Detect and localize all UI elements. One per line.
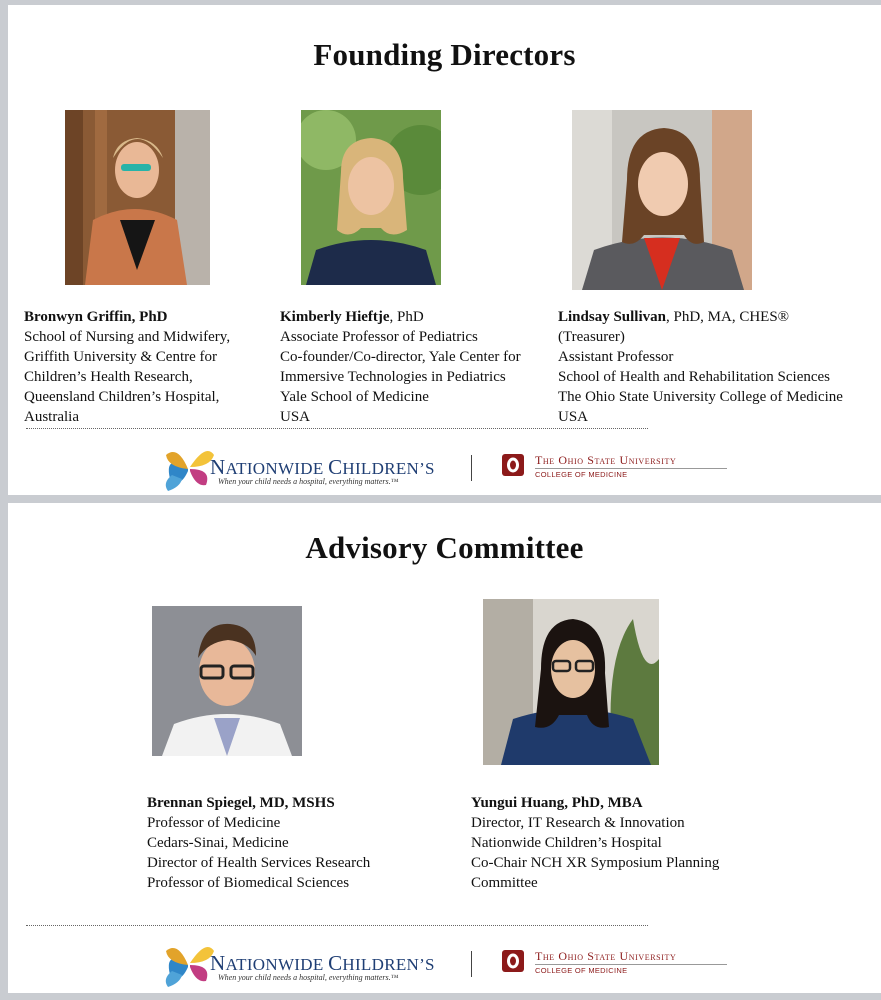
bio-line: Assistant Professor [558, 349, 674, 365]
osu-college: COLLEGE OF MEDICINE [535, 966, 628, 975]
ohio-state-logo [501, 945, 741, 985]
bio-line: School of Nursing and Midwifery, [24, 329, 231, 345]
slide-advisory-committee [8, 503, 881, 993]
bio-line: Griffith University & Centre for [24, 349, 218, 365]
logo-separator [471, 951, 472, 977]
butterfly-icon [158, 439, 218, 493]
osu-rule [535, 468, 727, 469]
ohio-state-logo [501, 449, 741, 489]
bio-line: Associate Professor of Pediatrics [280, 329, 478, 345]
bio-line: Director of Health Services Research [147, 855, 371, 871]
bio-line: Queensland Children’s Hospital, [24, 389, 220, 405]
bio-line: USA [280, 409, 311, 425]
bio-line: Professor of Medicine [147, 815, 281, 831]
bio-line: Professor of Biomedical Sciences [147, 875, 350, 891]
nationwide-childrens-logo [158, 439, 458, 493]
osu-wordmark: The Ohio State University [535, 453, 677, 467]
block-o-icon [501, 949, 525, 973]
bio-line: Cedars-Sinai, Medicine [147, 835, 289, 851]
person-bio [558, 307, 843, 427]
nch-tagline: When your child needs a hospital, everything matters.™ [218, 477, 399, 486]
logo-separator [471, 455, 472, 481]
person-name: Kimberly Hieftje [280, 309, 390, 325]
block-o-icon [501, 453, 525, 477]
divider [26, 428, 648, 429]
nationwide-childrens-logo [158, 935, 458, 989]
person-bio [280, 307, 521, 427]
footer-logos [8, 935, 881, 995]
person-bio [471, 793, 719, 893]
person-credentials: , PhD [389, 309, 424, 325]
nch-wordmark: NATIONWIDE CHILDREN’S [210, 455, 435, 479]
person-bio [147, 793, 370, 893]
slide-founding-directors [8, 5, 881, 495]
bio-line: The Ohio State University College of Medicine [558, 389, 843, 405]
bio-line: Immersive Technologies in Pediatrics [280, 369, 506, 385]
bio-line: Australia [24, 409, 79, 425]
person-name: Lindsay Sullivan [558, 309, 666, 325]
portrait-photo [152, 606, 302, 756]
bio-line: Co-founder/Co-director, Yale Center for [280, 349, 521, 365]
bio-line: Children’s Health Research, [24, 369, 193, 385]
bio-line: Nationwide Children’s Hospital [471, 835, 662, 851]
bio-line: USA [558, 409, 589, 425]
portrait-photo [65, 110, 210, 285]
nch-wordmark: NATIONWIDE CHILDREN’S [210, 951, 435, 975]
footer-logos [8, 439, 881, 499]
bio-line: Yale School of Medicine [280, 389, 429, 405]
osu-rule [535, 964, 727, 965]
person-credentials: , PhD, MA, CHES® [665, 309, 790, 325]
bio-line: (Treasurer) [558, 329, 625, 345]
page-title: Founding Directors [313, 37, 576, 72]
nch-tagline: When your child needs a hospital, everything matters.™ [218, 973, 399, 982]
osu-college: COLLEGE OF MEDICINE [535, 470, 628, 479]
portrait-photo [483, 599, 659, 765]
divider [26, 925, 648, 926]
page-title: Advisory Committee [305, 530, 584, 565]
bio-line: Committee [471, 875, 538, 891]
person-name: Brennan Spiegel, MD, MSHS [147, 795, 335, 811]
person-name: Bronwyn Griffin, PhD [24, 309, 168, 325]
bio-line: Co-Chair NCH XR Symposium Planning [471, 855, 720, 871]
osu-wordmark: The Ohio State University [535, 949, 677, 963]
bio-line: Director, IT Research & Innovation [471, 815, 685, 831]
butterfly-icon [158, 935, 218, 989]
bio-line: School of Health and Rehabilitation Sciences [558, 369, 831, 385]
portrait-photo [301, 110, 441, 285]
portrait-photo [572, 110, 752, 290]
person-bio [24, 307, 230, 427]
person-name: Yungui Huang, PhD, MBA [471, 795, 643, 811]
